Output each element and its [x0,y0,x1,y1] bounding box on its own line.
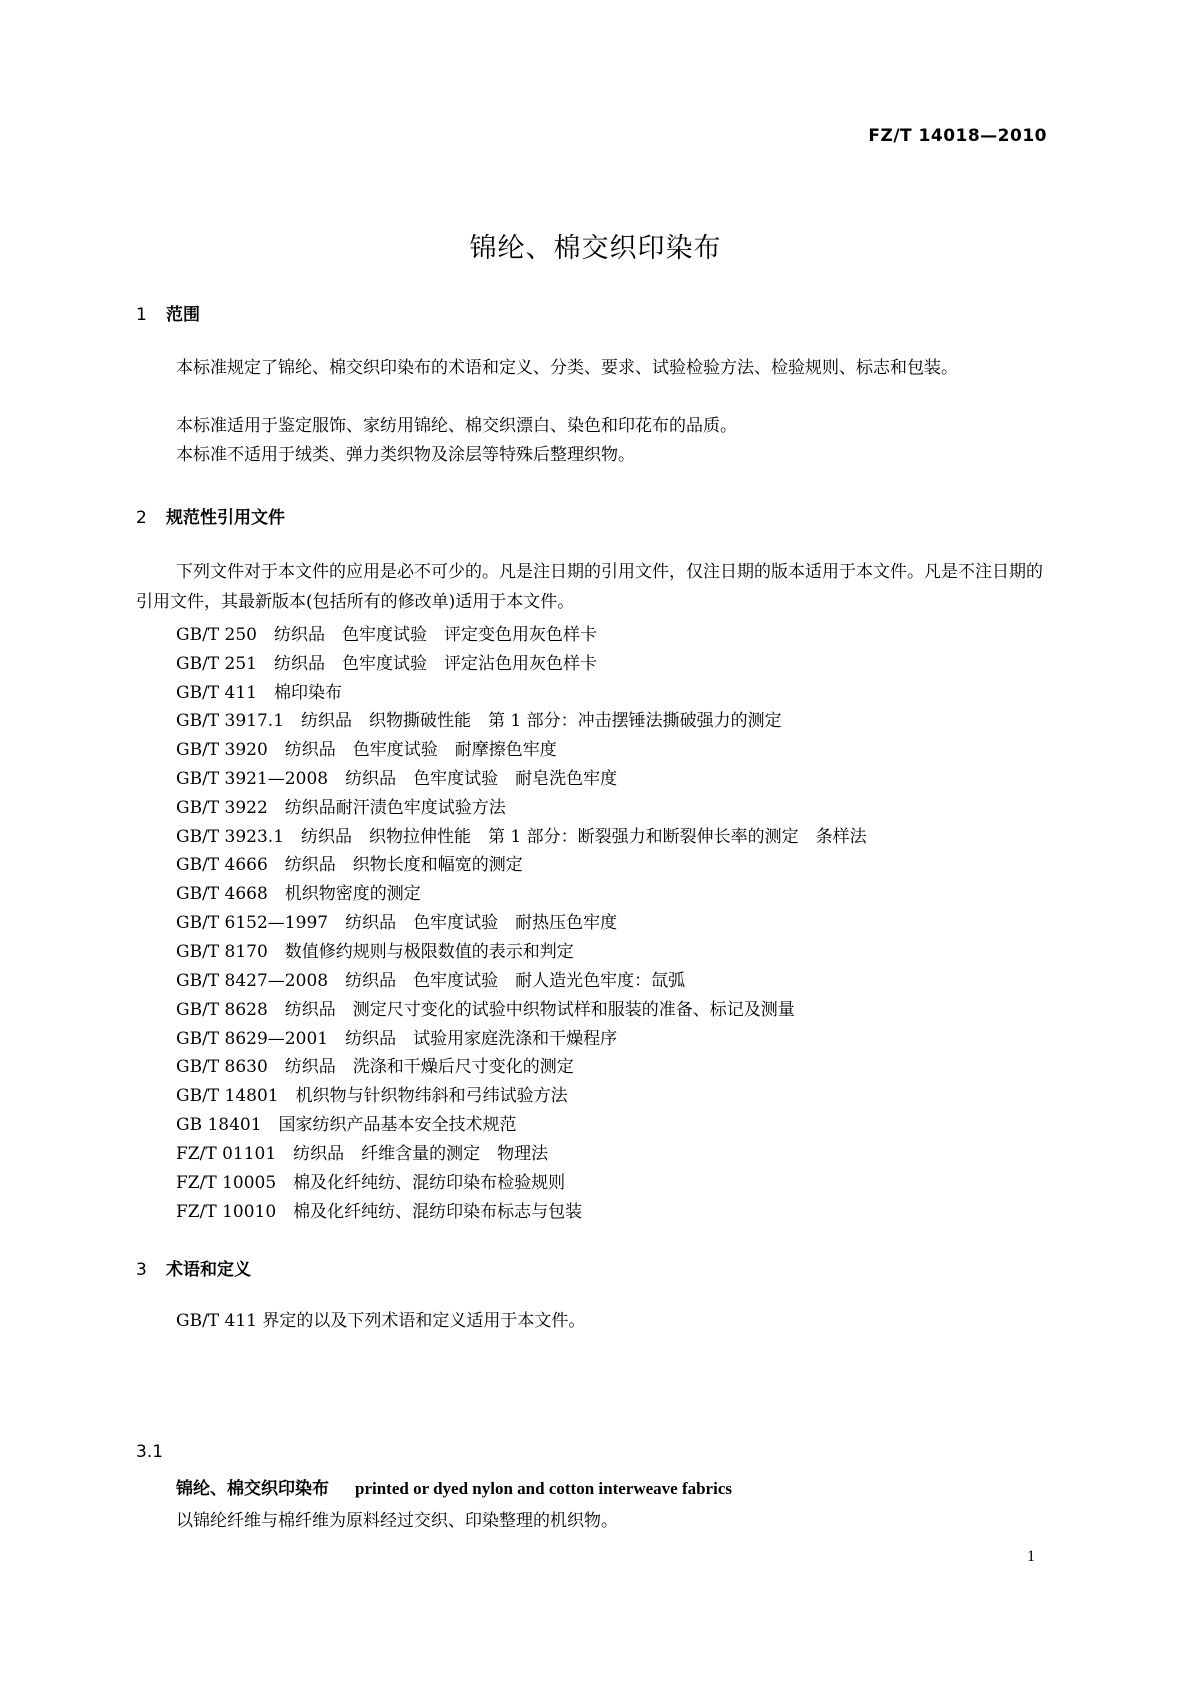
document-title: 锦纶、棉交织印染布 [469,233,722,264]
page-number: 1 [1027,1548,1035,1565]
section-title: 术语和定义 [166,1260,251,1280]
reference-item: GB 18401 国家纺织产品基本安全技术规范 [176,1115,517,1135]
reference-item: GB/T 3922 纺织品耐汗渍色牢度试验方法 [176,798,506,818]
references-intro: 下列文件对于本文件的应用是必不可少的。凡是注日期的引用文件，仅注日期的版本适用于本文件。凡是不注日期的引用文件，其最新版本(包括所有的修改单)适用于本文件。 [136,562,1043,612]
reference-item: GB/T 8170 数值修约规则与极限数值的表示和判定 [176,942,574,962]
reference-item: FZ/T 10010 棉及化纤纯纺、混纺印染布标志与包装 [176,1202,583,1222]
reference-item: GB/T 250 纺织品 色牢度试验 评定变色用灰色样卡 [176,625,597,645]
scope-paragraph-2: 本标准适用于鉴定服饰、家纺用锦纶、棉交织漂白、染色和印花布的品质。 [176,416,737,436]
reference-item: GB/T 14801 机织物与针织物纬斜和弓纬试验方法 [176,1086,568,1106]
reference-item: GB/T 8628 纺织品 测定尺寸变化的试验中织物试样和服装的准备、标记及测量 [176,1000,795,1020]
term-definition: 以锦纶纤维与棉纤维为原料经过交织、印染整理的机织物。 [176,1511,618,1531]
reference-item: GB/T 3923.1 纺织品 织物拉伸性能 第 1 部分：断裂强力和断裂伸长率的测定 条样法 [176,827,867,847]
section-title: 范围 [166,305,200,325]
scope-paragraph-1: 本标准规定了锦纶、棉交织印染布的术语和定义、分类、要求、试验检验方法、检验规则、标志和包装。 [176,358,958,378]
reference-item: FZ/T 01101 纺织品 纤维含量的测定 物理法 [176,1144,549,1164]
reference-item: GB/T 8427—2008 纺织品 色牢度试验 耐人造光色牢度：氙弧 [176,971,686,991]
subclause-number: 3.1 [136,1442,164,1462]
scope-paragraph-3: 本标准不适用于绒类、弹力类织物及涂层等特殊后整理织物。 [176,445,635,465]
reference-item: FZ/T 10005 棉及化纤纯纺、混纺印染布检验规则 [176,1173,566,1193]
reference-item: GB/T 3920 纺织品 色牢度试验 耐摩擦色牢度 [176,740,557,760]
term-entry [176,1474,732,1499]
reference-item: GB/T 4666 纺织品 织物长度和幅宽的测定 [176,855,523,875]
reference-item: GB/T 4668 机织物密度的测定 [176,884,421,904]
term-chinese: 锦纶、棉交织印染布 [176,1479,329,1499]
reference-item: GB/T 8630 纺织品 洗涤和干燥后尺寸变化的测定 [176,1057,574,1077]
section-number: 2 [136,508,147,528]
reference-item: GB/T 3917.1 纺织品 织物撕破性能 第 1 部分：冲击摆锤法撕破强力的测定 [176,711,782,731]
reference-item: GB/T 8629—2001 纺织品 试验用家庭洗涤和干燥程序 [176,1029,618,1049]
section-heading-scope [136,300,200,325]
reference-item: GB/T 3921—2008 纺织品 色牢度试验 耐皂洗色牢度 [176,769,618,789]
term-english: printed or dyed nylon and cotton interweave fabrics [355,1479,732,1498]
section-heading-terms-definitions [136,1255,251,1280]
section-number: 1 [136,305,147,325]
terms-intro: GB/T 411 界定的以及下列术语和定义适用于本文件。 [176,1311,586,1331]
section-number: 3 [136,1260,147,1280]
standard-number: FZ/T 14018—2010 [868,126,1047,146]
section-heading-normative-references [136,503,285,528]
reference-item: GB/T 411 棉印染布 [176,683,342,703]
reference-item: GB/T 6152—1997 纺织品 色牢度试验 耐热压色牢度 [176,913,618,933]
reference-item: GB/T 251 纺织品 色牢度试验 评定沾色用灰色样卡 [176,654,597,674]
section-title: 规范性引用文件 [166,508,285,528]
